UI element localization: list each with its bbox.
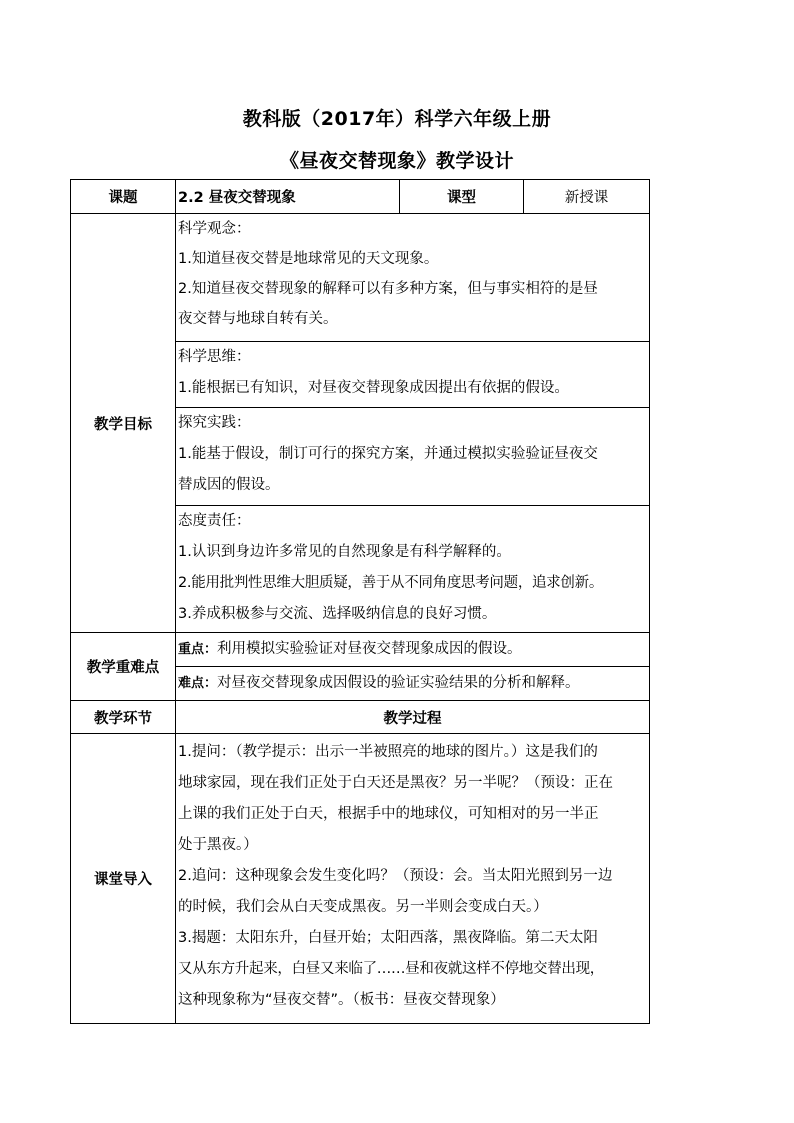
intro-line: 地球家园，现在我们正处于白天还是黑夜？另一半呢？（预设：正在	[178, 775, 613, 791]
process-header: 教学过程	[176, 701, 650, 734]
process-header-row	[71, 701, 650, 734]
intro-content	[176, 734, 650, 1024]
intro-line: 3.揭题：太阳东升，白昼开始；太阳西落，黑夜降临。第二天太阳	[178, 930, 598, 946]
objectives-label: 教学目标	[71, 214, 176, 633]
intro-line: 又从东方升起来，白昼又来临了……昼和夜就这样不停地交替出现，	[178, 961, 604, 977]
topic-row	[71, 180, 650, 214]
difficult-point-cell	[176, 667, 650, 701]
objective-cell	[176, 506, 650, 633]
intro-line: 处于黑夜。）	[178, 837, 258, 853]
intro-line: 上课的我们正处于白天，根据手中的地球仪，可知相对的另一半正	[178, 806, 599, 822]
document-subtitle: 《昼夜交替现象》教学设计	[279, 150, 514, 172]
lesson-type-value: 新授课	[524, 180, 650, 214]
key-point-row	[71, 633, 650, 667]
difficult-point-label: 难点：	[178, 676, 218, 691]
stage-header: 教学环节	[71, 701, 176, 734]
objectives-group-concept	[71, 214, 650, 342]
objective-cell	[176, 214, 650, 342]
objective-line: 夜交替与地球自转有关。	[178, 311, 338, 327]
difficult-point-text: 对昼夜交替现象成因假设的验证实验结果的分析和解释。	[217, 675, 580, 691]
objective-line: 3.养成积极参与交流、选择吸纳信息的良好习惯。	[178, 606, 497, 622]
objective-line: 2.知道昼夜交替现象的解释可以有多种方案，但与事实相符的是昼	[178, 281, 598, 297]
objective-line: 1.能基于假设，制订可行的探究方案，并通过模拟实验验证昼夜交	[178, 446, 598, 462]
objective-heading: 科学思维：	[178, 349, 251, 365]
objective-heading: 态度责任：	[178, 513, 251, 529]
objective-line: 1.能根据已有知识，对昼夜交替现象成因提出有依据的假设。	[178, 380, 569, 396]
intro-line: 1.提问：（教学提示：出示一半被照亮的地球的图片。）这是我们的	[178, 744, 598, 760]
objective-cell	[176, 342, 650, 408]
lesson-plan-table	[70, 179, 650, 1024]
topic-label: 课题	[71, 180, 176, 214]
intro-line: 2.追问：这种现象会发生变化吗？（预设：会。当太阳光照到另一边	[178, 868, 613, 884]
objective-line: 2.能用批判性思维大胆质疑，善于从不同角度思考问题，追求创新。	[178, 575, 604, 591]
intro-row	[71, 734, 650, 1024]
objective-line: 1.知道昼夜交替是地球常见的天文现象。	[178, 251, 439, 267]
lesson-type-label: 课型	[400, 180, 524, 214]
objective-heading: 探究实践：	[178, 415, 251, 431]
objective-heading: 科学观念：	[178, 221, 251, 237]
objective-line: 1.认识到身边许多常见的自然现象是有科学解释的。	[178, 544, 511, 560]
document-title: 教科版（2017年）科学六年级上册	[242, 108, 552, 130]
objective-line: 替成因的假设。	[178, 477, 280, 493]
intro-line: 这种现象称为“昼夜交替”。（板书：昼夜交替现象）	[178, 992, 505, 1008]
intro-line: 的时候，我们会从白天变成黑夜。另一半则会变成白天。）	[178, 899, 548, 915]
intro-label: 课堂导入	[71, 734, 176, 1024]
key-point-text: 利用模拟实验验证对昼夜交替现象成因的假设。	[217, 641, 522, 657]
objective-cell	[176, 408, 650, 506]
key-point-label: 重点：	[178, 642, 218, 657]
key-point-cell	[176, 633, 650, 667]
key-points-label: 教学重难点	[71, 633, 176, 701]
topic-value: 2.2 昼夜交替现象	[176, 180, 400, 214]
